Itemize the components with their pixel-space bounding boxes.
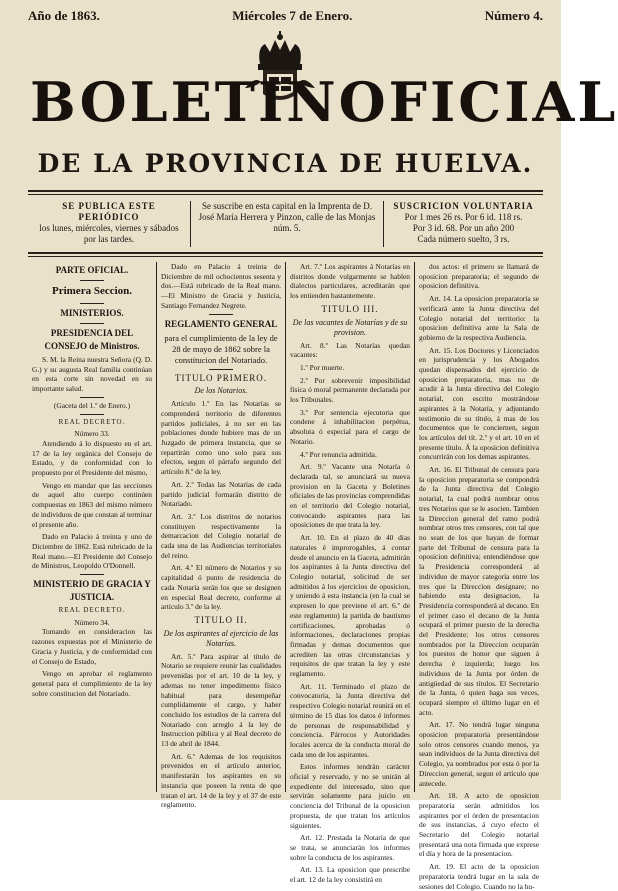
column-3 [285,262,414,885]
decree-number: Número 34. [74,617,110,627]
article: Art. 3.º Los distritos de notarios constituyen respectivamente la demarcacion del Colegio notarial de cada una de las Audiencias territoriales del reino. [161,511,281,560]
article: Art. 19. El acto de la oposicion preparatoria tendrá lugar en la sala de sesiones del Colegio. Cuando no la hu- [419,862,539,891]
article: Art. 6.º Ademas de los requisitos prevenidos en el artículo anterior, manifestarán los aspirantes en su instancia que poseen la renta de que tratan el art. 14 de la ley y el 37 de este reglamento. [161,751,281,810]
masthead-subtitle: DE LA PROVINCIA DE HUELVA. [37,149,534,178]
issue-number: Número 4. [484,8,543,23]
article-item: 4.º Por renuncia admitida. [300,449,377,459]
article: Art. 5.º Para aspirar al título de Notario se requiere reunir las cualidades prevenidas por el art. 10 de la ley, y ademas no tener impedimento físico habitual para desempeñar cumplidamente el cargo, y haber concluido los estudios de la carrera del Notariado con arreglo á la ley de Instruccion pública y al Real decreto de 13 de abril de 1844. [161,651,281,749]
publish-heading: SE PUBLICA ESTE PERIÓDICO [62,201,156,222]
price-line: Cada número suelto, 3 rs. [417,234,510,244]
article: Art. 16. El Tribunal de censura para la oposicion preparatoria se compondrá de la Junta directiva del Colegio notarial, la cual podrá nombrar otros tres Notarios que se le asocien. Tambien la Direccion general del ramo podrá nombrar otros tres censores, con tal que no sean de los que hayan de formar parte del Tribunal de censura para la oposicion definitiva; entendiéndose que la Presidencia corresponderá al individuo de mayor categoría entre los tres que la Direccion designare; no habiendo esta designacion, la Presidencia corresponderá al decano. En el primer caso el decano de la Junta ocupará el primer puesto de la derecha del Presidente; los otros censores nombrados por la Direccion ocuparán los puestos de honor que siguen á derecha é izquierda; luego los individuos de la Junta por órden de antigüedad de sus títulos. El Secretario de la Junta, ó quien haga sus veces, ocupará siempre el último lugar en el acto. [419,465,539,717]
title-subheading: De los aspirantes al ejercicio de las Notarías. [163,628,279,648]
column-1 [28,262,156,792]
paragraph: Atendiendo á lo dispuesto en el art. 17 de la ley orgánica del Consejo de Estado, y de conformidad con lo propuesto por el Presidente del mismo, [32,438,152,478]
divider [28,190,543,192]
divider [28,252,543,254]
info-boxes [28,201,543,247]
regulation-body: para el cumplimiento de la ley de 28 de mayo de 1862 sobre la constitucion del Notariado. [164,332,278,365]
article: Art. 10. En el plazo de 40 dias naturales é improrogables, á contar desde el anuncio en la Gaceta, admitirán los aspirantes á la Junta directiva del Colegio notarial, solicitud de ser admitidos á los ejercicios de oposicion, y uniendo á esta instancia (en la cual se expresen lo que previene el art. 6.º de este reglamento) la partida de bautismo certificaciones, aprobadas ó informaciones, declaraciones propias firmadas y demas documentos que acrediten las otras circunstancias y requisitos de que tratan la ley y este reglamento. [290,533,410,679]
decree-number: Número 33. [74,429,110,439]
article: Art. 15. Los Doctores y Licenciados en jurisprudencia y los Abogados quedan dispensados del ejercicio de oposicion preparatoria, mas no de acudir á la Junta directiva del Colegio notarial, con escrito mostrándose aspirantes á la Notaría, y adjuntando testimonio de su título, á mas de los documentos que le conciernen, segun los artículos del tít. 2.º y el art. 10 en el presente título. Á la oposicion definitiva concurrirán con los demas aspirantes. [419,345,539,462]
article-item: 1.º Por muerte. [300,362,345,372]
subsection-heading: Primera Seccion. [51,285,133,297]
article: Art. 9.º Vacante una Notaría ó declarada tal, se anunciará su nueva provision en la Gaceta y Boletines oficiales de las provincias comprendidas en el territorio del Colegio notarial, convocando aspirantes para las oposiciones de que trata la ley. [290,462,410,530]
regulation-title: REGLAMENTO GENERAL [164,318,278,329]
article: Art. 8.º Las Notarías quedan vacantes: [290,340,410,360]
article: Art. 11. Terminado el plazo de convocatoria, la Junta directiva del respectivo Colegio notarial reunirá en el término de 15 dias los datos é informes de personas de responsabilidad y conciencia. Párrocos y Autoridades locales acerca de la conducta moral de cada uno de los aspirantes. [290,681,410,759]
separator [80,397,104,398]
separator [80,303,104,304]
separator [80,414,104,415]
price-line: Por 1 mes 26 rs. Por 6 id. 118 rs. [404,212,523,222]
price-info [384,201,543,247]
separator [209,314,233,315]
subscribe-info [191,201,384,247]
title-heading: TITULO PRIMERO. [175,372,267,383]
masthead-title [30,70,618,134]
paragraph: Tomando en consideracion las razones expuestas por el Ministerio de Gracia y Justicia, y de conformidad con el Consejo de Estado, [32,627,152,666]
separator [80,280,104,281]
article: Art. 13. La oposicion que prescribe el art. 12 de la ley consistirá en [290,865,410,885]
ministry-heading: MINISTERIO DE GRACIA Y JUSTICIA. [33,579,151,603]
article-item: 3.º Por sentencia ejecutoria que condene á inhabilitacion perpétua, absoluta ó especial para el cargo de Notario. [290,407,410,446]
title-heading: TITULO III. [321,303,379,314]
publish-text: los lunes, miércoles, viernes y sábados por las tardes. [39,223,179,244]
separator [80,574,104,575]
issue-year: Año de 1863. [28,8,100,23]
price-line: Por 3 id. 68. Por un año 200 [412,223,515,233]
header-line [28,8,543,28]
publish-info [28,201,191,247]
gazette-reference: (Gaceta del 1.º de Enero.) [53,400,131,410]
decree-heading: REAL DECRETO. [58,417,126,426]
article: Art. 7.º Los aspirantes á Notarías en distritos donde vulgarmente se hablen dialectos particulares, acreditarán que los entienden bastantemente. [290,262,410,301]
title-subheading: De las vacantes de Notarías y de su provision. [292,317,408,337]
article: Art. 18. A acto de oposicion preparatoria serán admitidos los aspirantes por el órden de presentacion de sus instancias, á cuyo efecto el Secretario del Colegio notarial presentará una nota firmada que exprese el día y hora de la presentacion. [419,791,539,859]
column-2 [156,262,285,810]
article: Estos informes tendrán carácter oficial y reservado, y no se unirán al expediente del interesado, sino que servirán solamente para juicio en conciencia del Tribunal de la oposicion propuesta, de que tratan los artículos siguientes. [290,762,410,830]
title-heading: TITULO II. [194,614,248,625]
price-heading: SUSCRICION VOLUNTARIA [393,201,534,211]
paragraph: S. M. la Reina nuestra Señora (Q. D. G.) y su augusta Real familia continúan en esta corte sin novedad en su importante salud. [32,355,152,394]
article: Art. 17. No tendrá lugar ninguna oposicion preparatoria presentándose solo otros censores cuando menos, ya sean individuos de la Junta directiva del Colegio, ya nombrados por esta ó por la Direccion general, segun el artículo que antecede. [419,720,539,788]
issue-date: Miércoles 7 de Enero. [232,8,353,23]
article: Art. 12. Prestada la Notaría de que se trata, se anunciarán los informes sobre la conducta de los aspirantes. [290,833,410,862]
article: Art. 2.º Todas las Notarías de cada partido judicial formarán distrito de Notariado. [161,479,281,509]
title-subheading: De los Notarios. [194,386,248,396]
ministries-heading: MINISTERIOS. [60,308,124,318]
paragraph: dos actos: el primero se llamará de oposicion preparatoria; el segundo de oposicion definitiva. [419,262,539,291]
paragraph: Dado en Palacio á treinta y uno de Diciembre de 1862. Está rubricado de la Real mano.—El Presidente del Consejo de Ministros, Leopoldo O'Donnell. [32,532,152,571]
separator [209,369,233,370]
article-item: 2.º Por sobrevenir imposibilidad física ó moral permanente declarada por los Tribunales. [290,375,410,405]
paragraph: Dado en Palacio á treinta de Diciembre de mil ochocientos sesenta y dos.—Está rubricado de la Real mano.—El Ministro de Gracia y Justicia, Santiago Fernandez Negrete. [161,262,281,310]
title-boletin: BOLETIN [30,70,339,134]
paragraph: Vengo en mandar que las secciones de aquel alto cuerpo continúen compuestas en 1863 del mismo número de individuos de que constan al terminar el presente año. [32,480,152,529]
article: Art. 14. La oposicion preparatoria se verificará ante la Junta directiva del Colegio notarial del territorio: la oposicion definitiva ante la Sala de gobierno de la respectiva Audiencia. [419,294,539,342]
column-4 [414,262,543,891]
decree-heading: REAL DECRETO. [58,606,126,615]
divider [28,256,543,257]
title-oficial: OFICIAL [338,70,618,134]
subscribe-text: Se suscribe en esta capital en la Imprenta de D. José María Herrera y Pinzon, calle de las Monjas núm. 5. [198,201,376,233]
paragraph: Vengo en aprobar el reglamento general para el cumplimiento de la ley sobre constitucion del Notariado. [32,669,152,698]
article: Artículo 1.º En las Notarías se comprenderá territorio de diferentes partidos judiciales, á no ser en las poblaciones donde hubiere mas de un Juzgado de primera instancia, que se repartirán como uno solo para sus efectos, segun el párrafo segundo del artículo 8.º de la ley. [161,399,281,477]
separator [80,323,104,324]
section-heading: PARTE OFICIAL. [55,265,129,275]
presidency-heading: PRESIDENCIA DEL CONSEJO de Ministros. [44,328,140,351]
divider [28,194,543,195]
article: Art. 4.º El número de Notarios y su capitalidad ó punto de residencia de cada Notaría serán los que se designen en especial Real decreto, conforme al artículo 3.º de la ley. [161,563,281,612]
article-columns [28,262,543,891]
